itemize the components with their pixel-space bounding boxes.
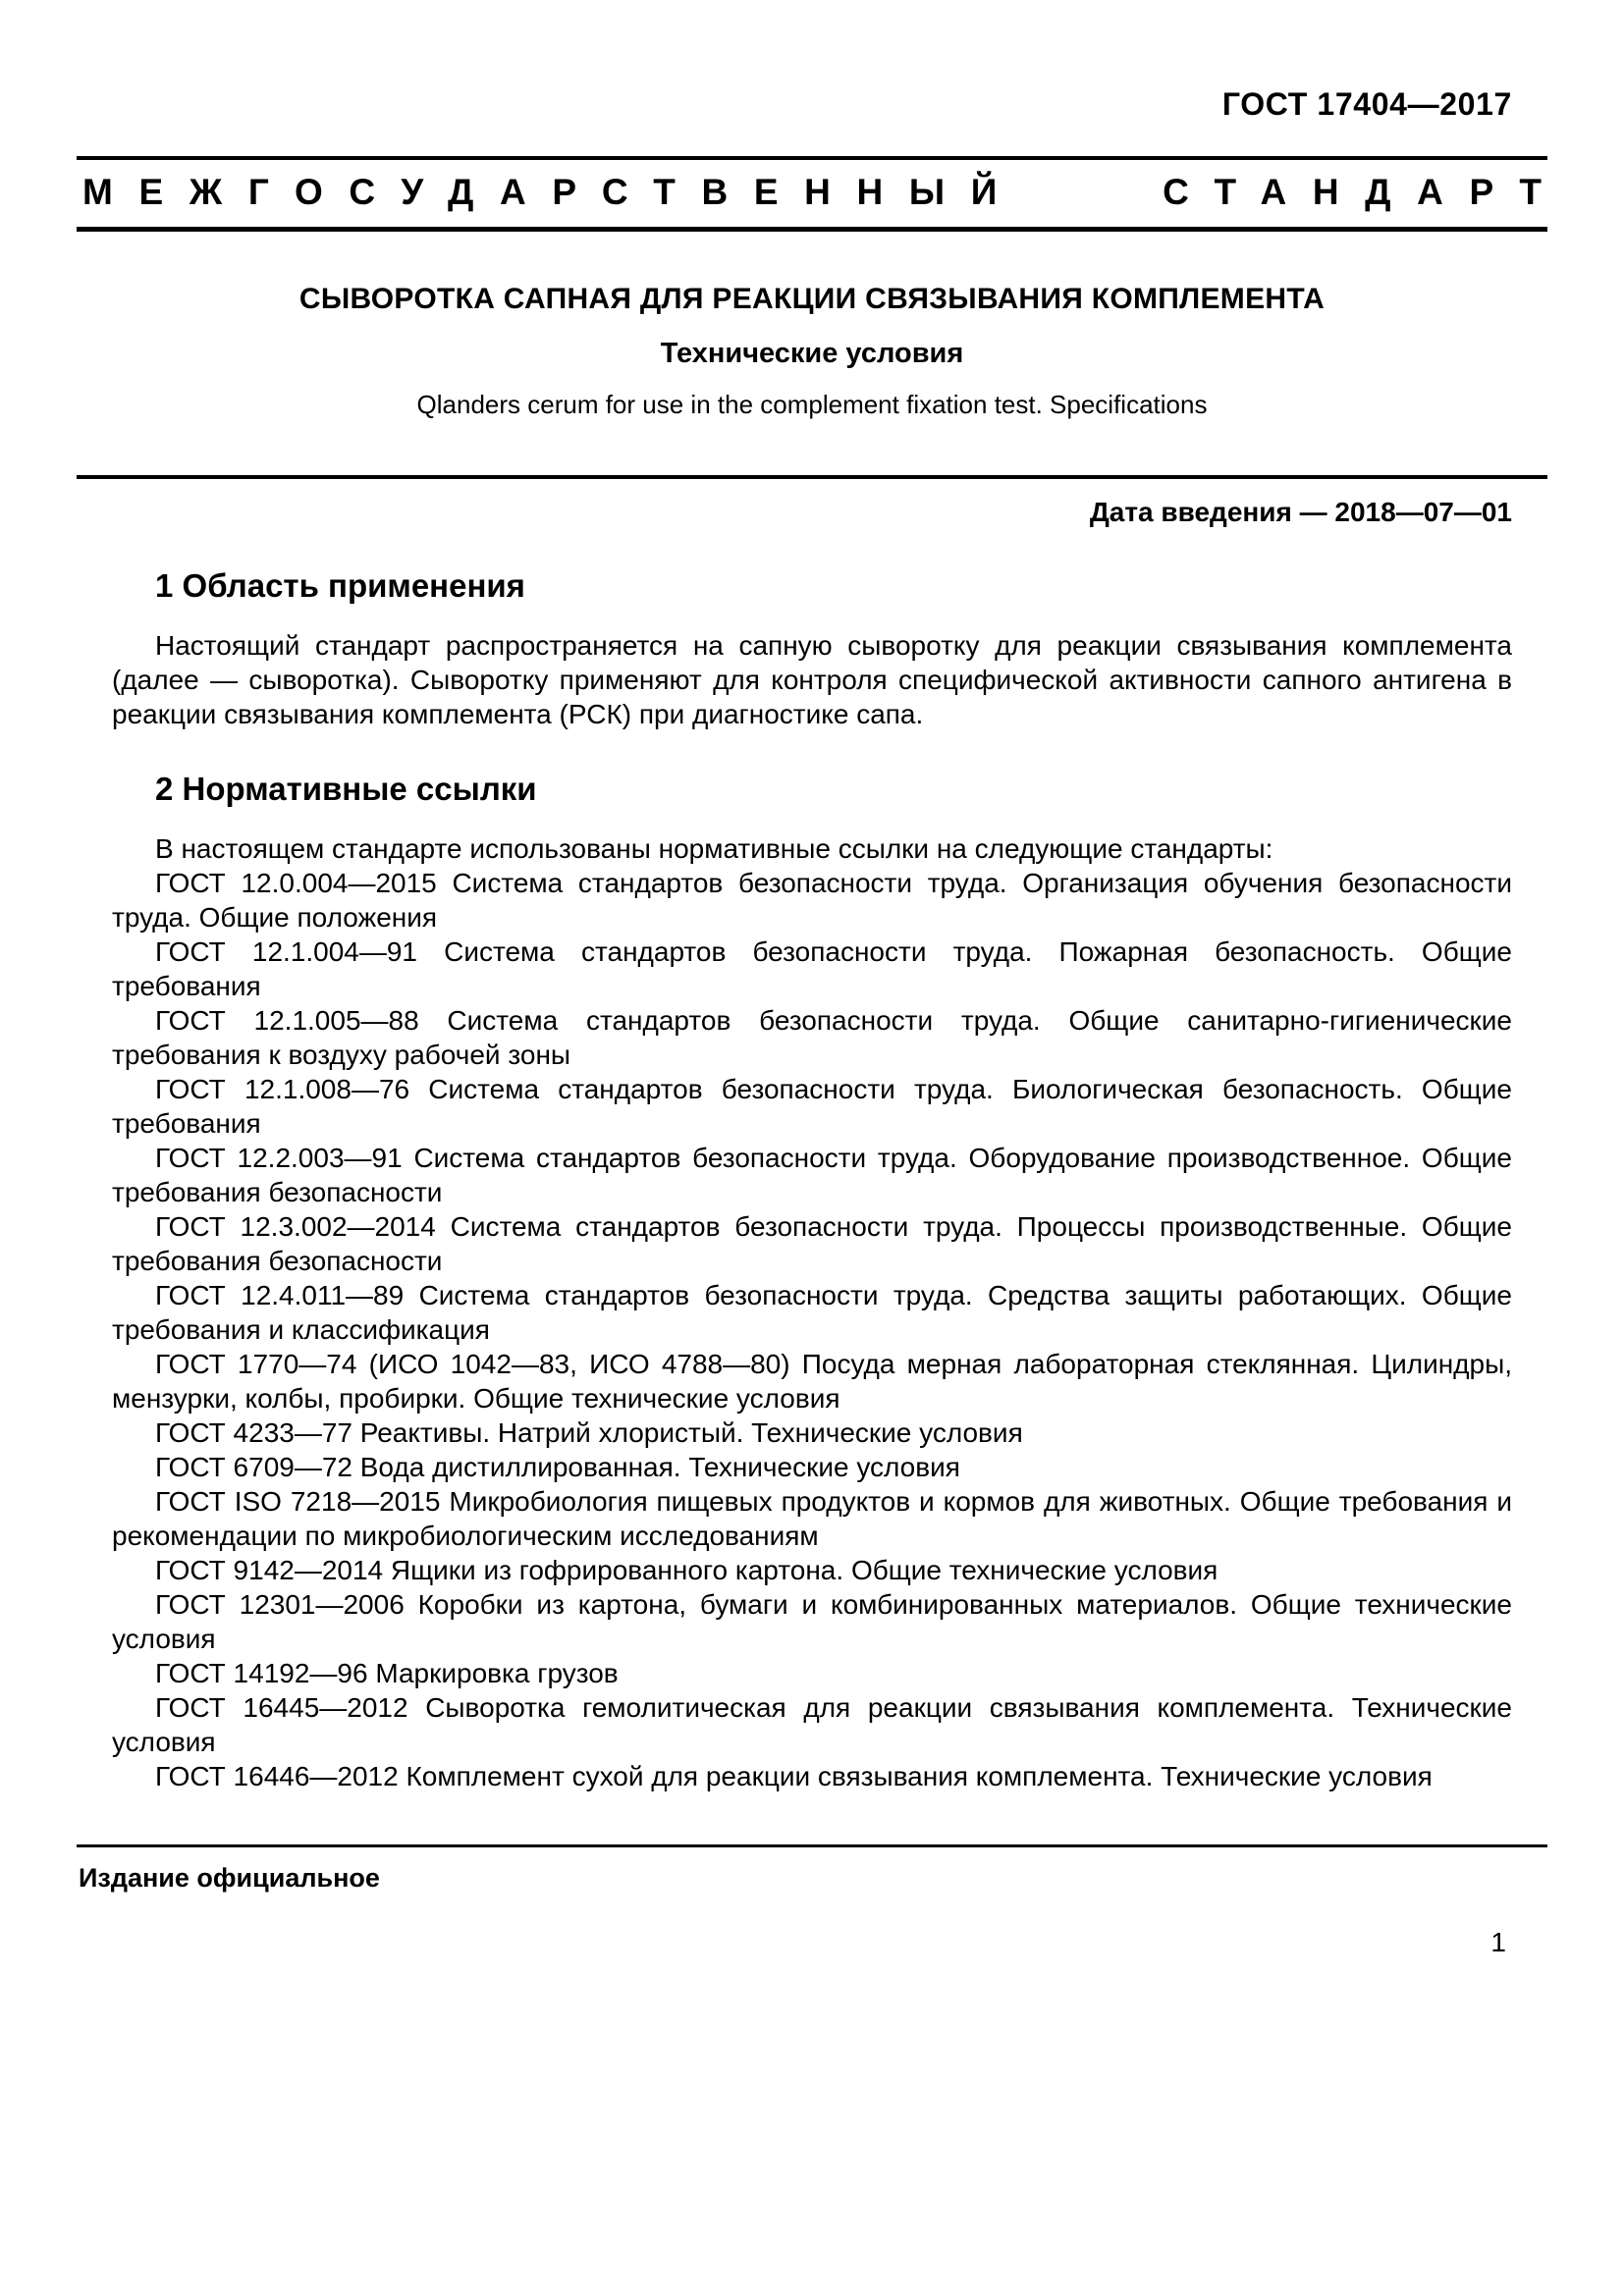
- section-heading: 1 Область применения: [155, 567, 525, 604]
- paragraph: ГОСТ 16446—2012 Комплемент сухой для реакции связывания комплемента. Технические условия: [155, 1761, 1433, 1791]
- paragraph: ГОСТ 12.1.005—88 Система стандартов безопасности труда. Общие санитарно-гигиенические требования к воздуху рабочей зоны: [112, 1005, 1512, 1070]
- paragraph: ГОСТ 12.2.003—91 Система стандартов безопасности труда. Оборудование производственное. Общие требования безопасности: [112, 1143, 1512, 1207]
- paragraph: ГОСТ 9142—2014 Ящики из гофрированного картона. Общие технические условия: [155, 1555, 1218, 1585]
- document-title: СЫВОРОТКА САПНАЯ ДЛЯ РЕАКЦИИ СВЯЗЫВАНИЯ КОМПЛЕМЕНТА: [298, 283, 1326, 315]
- official-edition-note: Издание официальное: [79, 1863, 380, 1893]
- paragraph: В настоящем стандарте использованы нормативные ссылки на следующие стандарты:: [155, 833, 1273, 864]
- effective-date: Дата введения — 2018—07—01: [1089, 497, 1512, 527]
- paragraph: ГОСТ 12.0.004—2015 Система стандартов безопасности труда. Организация обучения безопасности труда. Общие положения: [112, 868, 1512, 933]
- paragraph: ГОСТ 4233—77 Реактивы. Натрий хлористый. Технические условия: [155, 1417, 1023, 1448]
- paragraph: ГОСТ 16445—2012 Сыворотка гемолитическая для реакции связывания комплемента. Технические условия: [112, 1692, 1512, 1757]
- document-title-english: Qlanders cerum for use in the complement fixation test. Specifications: [416, 390, 1208, 419]
- page-header: [77, 86, 1568, 232]
- paragraph: ГОСТ 1770—74 (ИСО 1042—83, ИСО 4788—80) Посуда мерная лабораторная стеклянная. Цилиндры, мензурки, колбы, пробирки. Общие технические условия: [112, 1349, 1512, 1414]
- document-subtitle: Технические условия: [660, 338, 964, 369]
- banner-word-2: СТАНДАРТ: [1163, 172, 1568, 212]
- horizontal-divider: [77, 475, 1547, 479]
- doc-code: ГОСТ 17404—2017: [1221, 86, 1512, 122]
- page-footer: [77, 1844, 1547, 1958]
- title-block: [77, 283, 1547, 420]
- paragraph: Настоящий стандарт распространяется на сапную сыворотку для реакции связывания комплемента (далее — сыворотка). Сыворотку применяют для контроля специфической активности сапного антигена в реакции связывания комплемента (РСК) при диагностике сапа.: [112, 630, 1512, 729]
- section-heading: 2 Нормативные ссылки: [155, 771, 537, 807]
- paragraph: ГОСТ 12.3.002—2014 Система стандартов безопасности труда. Процессы производственные. Общие требования безопасности: [112, 1211, 1512, 1276]
- paragraph: ГОСТ 12301—2006 Коробки из картона, бумаги и комбинированных материалов. Общие технические условия: [112, 1589, 1512, 1654]
- standard-type-banner: [77, 156, 1568, 232]
- paragraph: ГОСТ ISO 7218—2015 Микробиология пищевых продуктов и кормов для животных. Общие требования и рекомендации по микробиологическим исследованиям: [112, 1486, 1512, 1551]
- paragraph: ГОСТ 12.1.004—91 Система стандартов безопасности труда. Пожарная безопасность. Общие требования: [112, 936, 1512, 1001]
- sections: [77, 567, 1547, 1793]
- paragraph: ГОСТ 14192—96 Маркировка грузов: [155, 1658, 619, 1688]
- paragraph: ГОСТ 12.4.011—89 Система стандартов безопасности труда. Средства защиты работающих. Общие требования и классификация: [112, 1280, 1512, 1345]
- paragraph: ГОСТ 6709—72 Вода дистиллированная. Технические условия: [155, 1452, 960, 1482]
- footer-divider: [77, 1844, 1547, 1847]
- page-number: 1: [1490, 1927, 1506, 1957]
- banner-word-1: МЕЖГОСУДАРСТВЕННЫЙ: [82, 172, 1023, 212]
- paragraph: ГОСТ 12.1.008—76 Система стандартов безопасности труда. Биологическая безопасность. Общие требования: [112, 1074, 1512, 1139]
